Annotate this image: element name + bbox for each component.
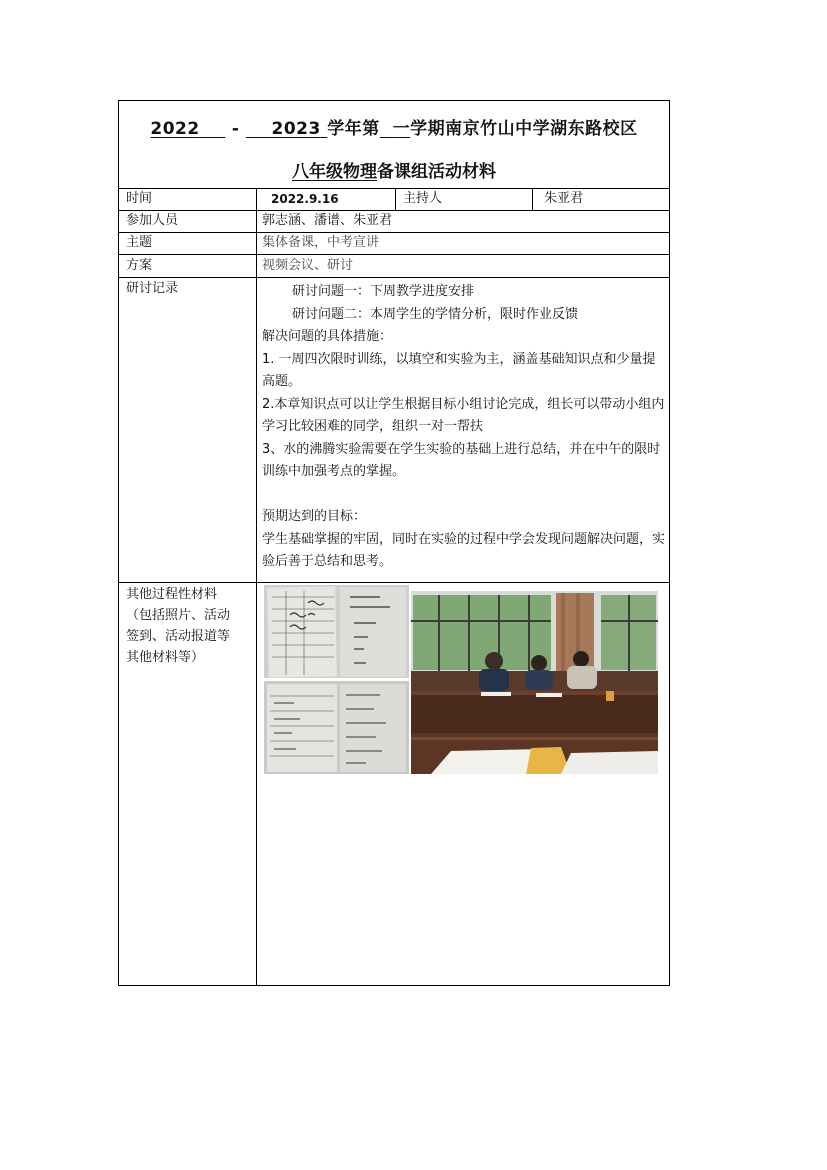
record-line: 研讨问题二：本周学生的学情分析，限时作业反馈 <box>292 306 579 322</box>
materials-label: 其他过程性材料 （包括照片、活动 签到、活动报道等 其他材料等） <box>126 587 231 665</box>
table-rule <box>119 210 669 211</box>
table-rule <box>119 188 669 189</box>
grade-subject: 八年级物理 <box>292 162 377 182</box>
activity-record-form <box>118 100 670 986</box>
table-rule <box>256 188 257 985</box>
participants-label: 参加人员 <box>126 213 179 228</box>
year-dash: - <box>231 119 240 139</box>
host-label: 主持人 <box>403 191 443 206</box>
host-value: 朱亚君 <box>544 191 584 206</box>
record-line: 学生基础掌握的牢固，同时在实验的过程中学会发现问题解决问题，实验后善于总结和思考。 <box>262 531 666 569</box>
record-line: 研讨问题一：下周教学进度安排 <box>292 284 475 299</box>
table-rule <box>395 188 396 210</box>
table-rule <box>532 188 533 210</box>
title-mid: 学年第 <box>327 119 380 139</box>
sign-in-sheet-photo-1 <box>264 585 409 678</box>
table-rule <box>119 232 669 233</box>
term-number: 一 <box>392 119 411 139</box>
title-school: 学期南京竹山中学湖东路校区 <box>410 119 638 139</box>
table-rule <box>119 254 669 255</box>
record-line: 解决问题的具体措施： <box>262 329 393 344</box>
record-line: 预期达到的目标： <box>262 509 367 524</box>
plan-label: 方案 <box>126 258 153 273</box>
title-line-1 <box>119 114 669 139</box>
title-line-2 <box>119 157 669 182</box>
record-line: 2.本章知识点可以让学生根据目标小组讨论完成，组长可以带动小组内学习比较困难的同学，组织一对一帮扶 <box>262 396 665 434</box>
year-end: 2023 <box>271 119 321 139</box>
form-title <box>119 101 669 189</box>
sign-in-sheet-photo-2 <box>264 681 409 774</box>
title-suffix: 备课组活动材料 <box>377 162 496 182</box>
plan-value: 视频会议、研讨 <box>262 258 354 273</box>
table-rule <box>119 582 669 583</box>
topic-label: 主题 <box>126 235 153 250</box>
time-value: 2022.9.16 <box>271 192 339 206</box>
table-rule <box>119 277 669 278</box>
record-line: 1. 一周四次限时训练，以填空和实验为主，涵盖基础知识点和少量提高题。 <box>262 351 656 389</box>
record-line: 3、水的沸腾实验需要在学生实验的基础上进行总结，并在中午的限时训练中加强考点的掌握。 <box>262 441 661 479</box>
participants-value: 郭志涵、潘谱、朱亚君 <box>262 213 393 228</box>
record-line <box>262 484 667 507</box>
record-content <box>262 281 667 574</box>
year-start: 2022 <box>150 119 200 139</box>
record-label: 研讨记录 <box>126 281 179 296</box>
meeting-photo <box>411 591 658 774</box>
time-label: 时间 <box>126 191 153 206</box>
topic-value: 集体备课，中考宣讲 <box>262 235 380 250</box>
